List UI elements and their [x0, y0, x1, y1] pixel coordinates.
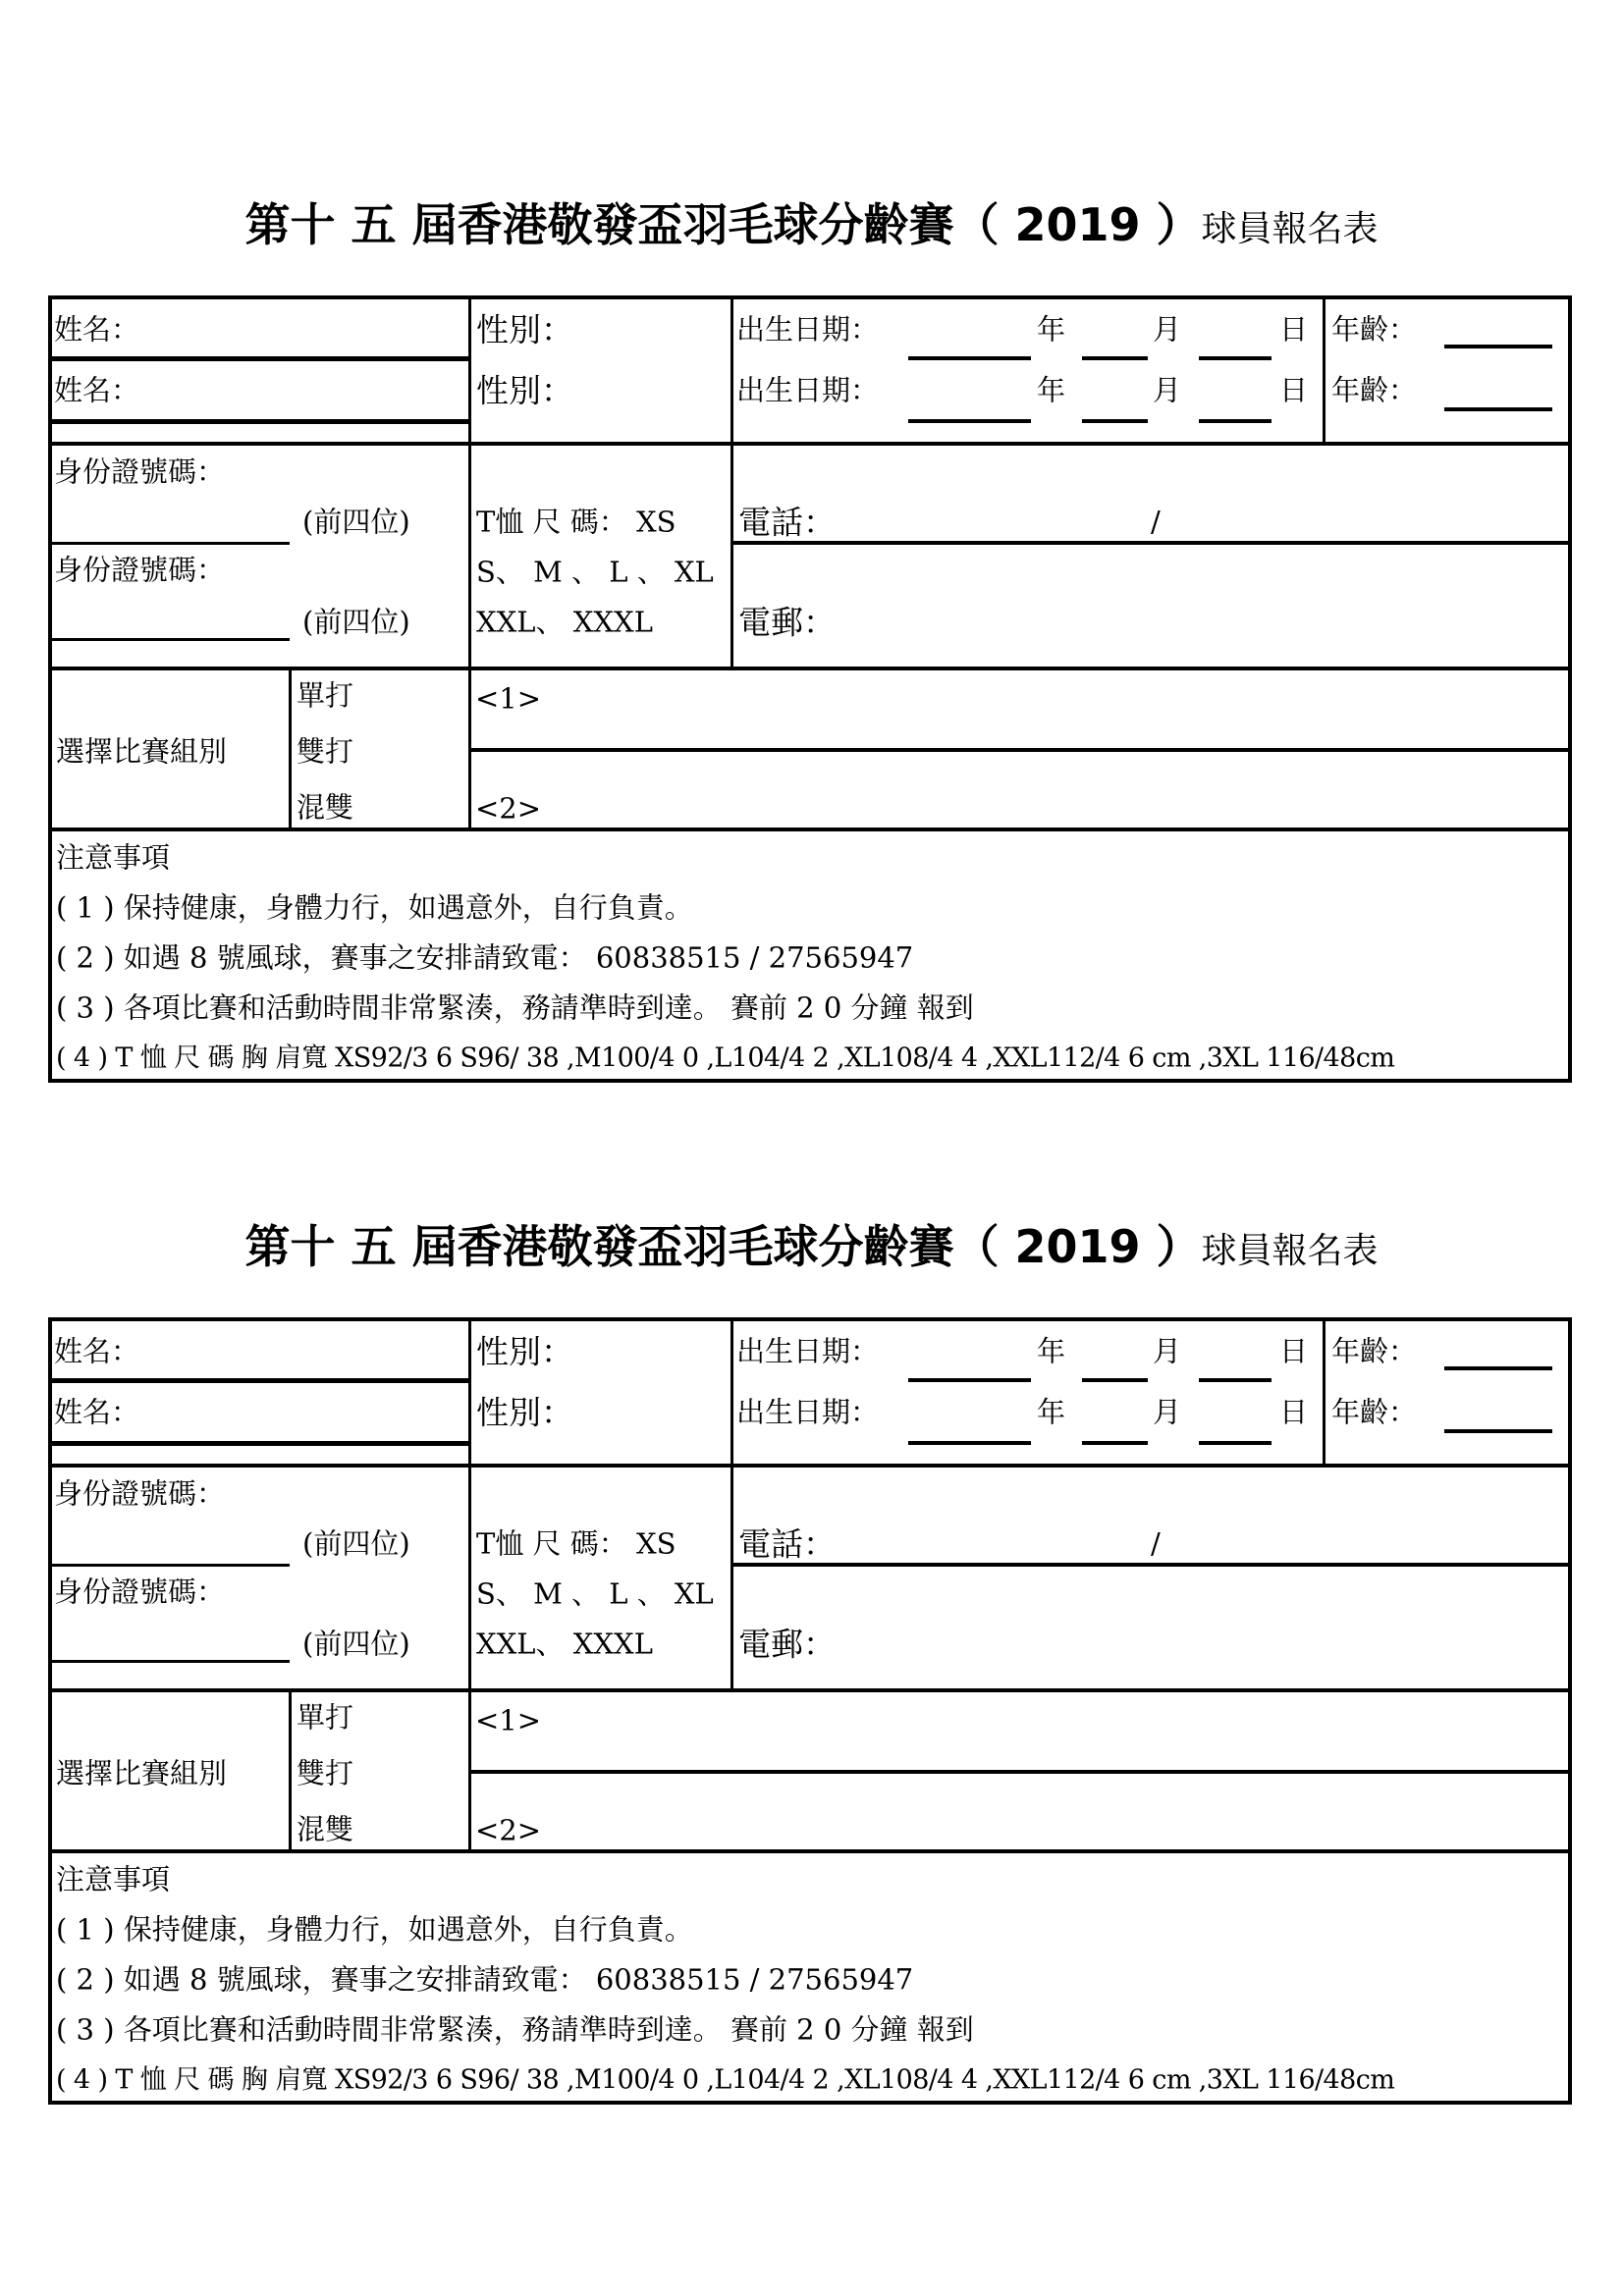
dob-year: 年: [1037, 373, 1066, 407]
id-label: 身份證號碼：: [54, 1575, 226, 1609]
entry-divider: [469, 1770, 1572, 1774]
gender-label: 性別：: [476, 310, 573, 349]
dob-label: 出生日期：: [736, 1334, 880, 1368]
id-label: 身份證號碼：: [54, 454, 226, 489]
dob-day-blank[interactable]: [1199, 419, 1271, 423]
dob-year-blank[interactable]: [908, 1441, 1031, 1445]
entry-divider: [469, 748, 1572, 752]
notes-title: 注意事項: [56, 1862, 171, 1896]
name-label: 姓名：: [54, 1334, 140, 1368]
id-underline: [48, 1564, 290, 1567]
category-singles[interactable]: 單打: [297, 678, 354, 713]
dob-month: 月: [1153, 1395, 1182, 1429]
dob-month: 月: [1153, 312, 1182, 347]
tshirt-size-line: T恤 尺 碼： XS: [476, 1526, 676, 1561]
id-suffix: (前四位): [302, 1526, 410, 1561]
note-item: ( 3 ) 各項比賽和活動時間非常緊湊，務請準時到達。 賽前 2 0 分鐘 報到: [56, 990, 974, 1025]
dob-label: 出生日期：: [736, 312, 880, 347]
registration-form: [0, 1022, 1623, 2111]
column-divider: [289, 1690, 292, 1850]
id-label: 身份證號碼：: [54, 553, 226, 587]
age-label: 年齡：: [1331, 373, 1418, 407]
phone-divider: [731, 1563, 1572, 1567]
tshirt-size-line: S、 M 、 L 、 XL: [476, 555, 714, 589]
age-label: 年齡：: [1331, 1334, 1418, 1368]
phone-label: 電話：: [738, 503, 836, 542]
dob-month-blank[interactable]: [1082, 1441, 1148, 1445]
form-title: [0, 189, 1623, 254]
age-blank[interactable]: [1444, 1429, 1552, 1433]
dob-month-blank[interactable]: [1082, 1378, 1148, 1382]
note-item: ( 1 ) 保持健康，身體力行，如遇意外，自行負責。: [56, 890, 693, 925]
category-label: 選擇比賽組別: [56, 1756, 228, 1790]
column-divider: [1323, 295, 1325, 443]
dob-year-blank[interactable]: [908, 356, 1031, 360]
name-label: 姓名：: [54, 312, 140, 347]
name-underline: [48, 1441, 470, 1446]
category-singles[interactable]: 單打: [297, 1700, 354, 1735]
dob-month-blank[interactable]: [1082, 356, 1148, 360]
category-mixed-doubles[interactable]: 混雙: [297, 1812, 354, 1846]
form-title-main: 第十 五 屆香港敬發盃羽毛球分齡賽（ 2019 ）: [244, 1220, 1202, 1273]
id-suffix: (前四位): [302, 505, 410, 539]
form-title-suffix: 球員報名表: [1201, 209, 1379, 249]
note-item: ( 4 ) T 恤 尺 碼 胸 肩寬 XS92/3 6 S96/ 38 ,M100/4 0 ,L104/4 2 ,XL108/4 4 ,XXL112/4 6 cm ,3XL 116/48cm: [56, 2064, 1395, 2096]
notes-title: 注意事項: [56, 840, 171, 875]
note-item: ( 4 ) T 恤 尺 碼 胸 肩寬 XS92/3 6 S96/ 38 ,M100/4 0 ,L104/4 2 ,XL108/4 4 ,XXL112/4 6 cm ,3XL 116/48cm: [56, 1042, 1395, 1074]
dob-day-blank[interactable]: [1199, 356, 1271, 360]
form-title-main: 第十 五 屆香港敬發盃羽毛球分齡賽（ 2019 ）: [244, 198, 1202, 251]
age-label: 年齡：: [1331, 1395, 1418, 1429]
column-divider: [289, 668, 292, 828]
form-title: [0, 1211, 1623, 1276]
email-label: 電郵：: [738, 1625, 836, 1664]
dob-year: 年: [1037, 1395, 1066, 1429]
gender-label: 性別：: [476, 1393, 573, 1432]
phone-separator: /: [1151, 1526, 1161, 1561]
row-divider: [48, 667, 1572, 670]
category-doubles[interactable]: 雙打: [297, 734, 354, 769]
dob-month: 月: [1153, 373, 1182, 407]
dob-month: 月: [1153, 1334, 1182, 1368]
id-suffix: (前四位): [302, 605, 410, 639]
phone-divider: [731, 541, 1572, 545]
age-blank[interactable]: [1444, 345, 1552, 348]
dob-day: 日: [1279, 1334, 1309, 1368]
name-label: 姓名：: [54, 373, 140, 407]
phone-separator: /: [1151, 505, 1161, 539]
column-divider: [730, 1317, 733, 1690]
id-underline: [48, 638, 290, 641]
category-doubles[interactable]: 雙打: [297, 1756, 354, 1790]
note-item: ( 2 ) 如遇 8 號風球，賽事之安排請致電： 60838515 / 27565947: [56, 940, 914, 975]
name-label: 姓名：: [54, 1395, 140, 1429]
note-item: ( 3 ) 各項比賽和活動時間非常緊湊，務請準時到達。 賽前 2 0 分鐘 報到: [56, 2012, 974, 2047]
tshirt-size-line: S、 M 、 L 、 XL: [476, 1576, 714, 1611]
entry-slot-2[interactable]: <2>: [475, 791, 542, 826]
name-underline: [48, 356, 470, 361]
phone-label: 電話：: [738, 1524, 836, 1564]
column-divider: [730, 295, 733, 668]
category-mixed-doubles[interactable]: 混雙: [297, 790, 354, 825]
gender-label: 性別：: [476, 371, 573, 410]
gender-label: 性別：: [476, 1332, 573, 1371]
age-blank[interactable]: [1444, 1366, 1552, 1370]
entry-slot-2[interactable]: <2>: [475, 1813, 542, 1847]
dob-year: 年: [1037, 1334, 1066, 1368]
dob-day: 日: [1279, 373, 1309, 407]
name-underline: [48, 419, 470, 424]
dob-year: 年: [1037, 312, 1066, 347]
name-underline: [48, 1378, 470, 1383]
entry-slot-1[interactable]: <1>: [475, 681, 542, 716]
id-underline: [48, 1660, 290, 1663]
dob-day-blank[interactable]: [1199, 1378, 1271, 1382]
row-divider: [48, 1464, 1572, 1468]
dob-day: 日: [1279, 1395, 1309, 1429]
id-suffix: (前四位): [302, 1627, 410, 1661]
dob-day: 日: [1279, 312, 1309, 347]
form-title-suffix: 球員報名表: [1201, 1231, 1379, 1271]
entry-slot-1[interactable]: <1>: [475, 1703, 542, 1737]
tshirt-size-line: T恤 尺 碼： XS: [476, 505, 676, 539]
registration-form: [0, 0, 1623, 1090]
dob-month-blank[interactable]: [1082, 419, 1148, 423]
tshirt-size-line: XXL、 XXXL: [476, 605, 653, 639]
age-label: 年齡：: [1331, 312, 1418, 347]
id-underline: [48, 542, 290, 545]
dob-label: 出生日期：: [736, 373, 880, 407]
dob-year-blank[interactable]: [908, 419, 1031, 423]
row-divider: [48, 1849, 1572, 1853]
id-label: 身份證號碼：: [54, 1476, 226, 1511]
category-label: 選擇比賽組別: [56, 734, 228, 769]
dob-year-blank[interactable]: [908, 1378, 1031, 1382]
tshirt-size-line: XXL、 XXXL: [476, 1627, 653, 1661]
note-item: ( 1 ) 保持健康，身體力行，如遇意外，自行負責。: [56, 1912, 693, 1947]
note-item: ( 2 ) 如遇 8 號風球，賽事之安排請致電： 60838515 / 27565947: [56, 1962, 914, 1997]
column-divider: [1323, 1317, 1325, 1465]
dob-label: 出生日期：: [736, 1395, 880, 1429]
row-divider: [48, 1688, 1572, 1692]
email-label: 電郵：: [738, 603, 836, 642]
dob-day-blank[interactable]: [1199, 1441, 1271, 1445]
row-divider: [48, 442, 1572, 446]
age-blank[interactable]: [1444, 407, 1552, 411]
row-divider: [48, 828, 1572, 831]
